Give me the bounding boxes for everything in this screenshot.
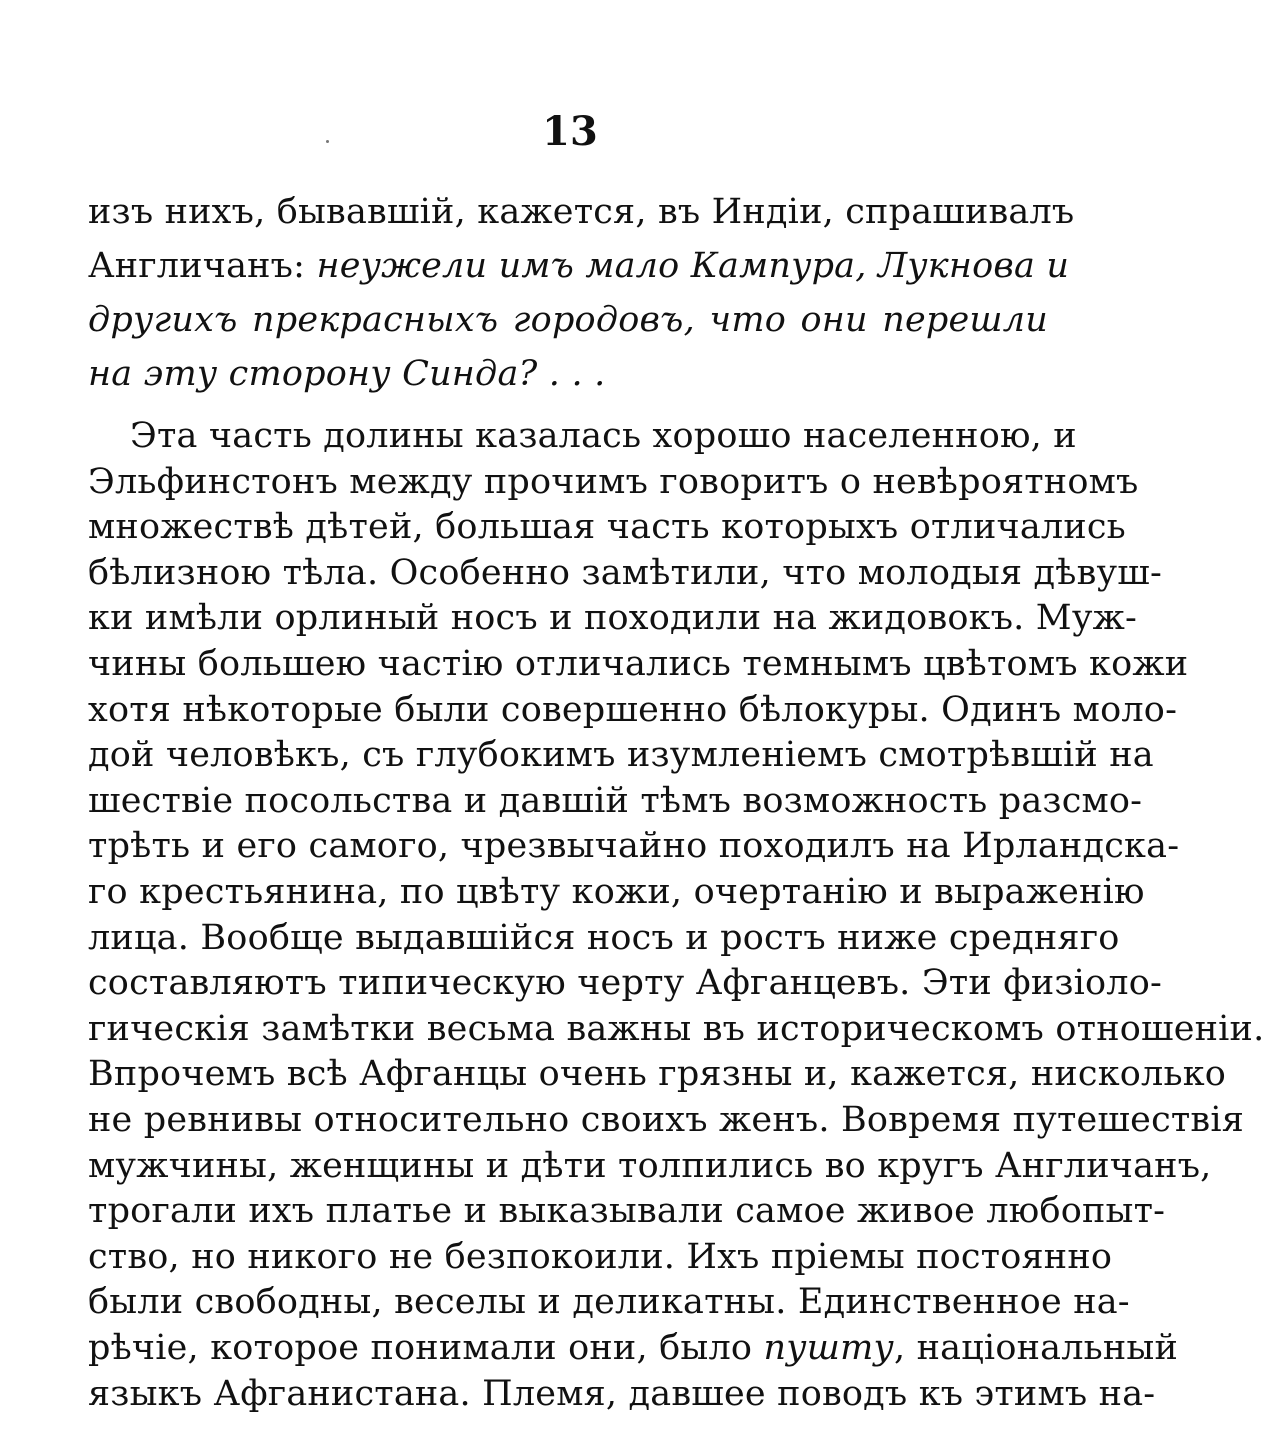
text-line bbox=[88, 961, 1163, 1005]
text-segment: рѣчіе, которое понимали они, было bbox=[88, 1328, 764, 1368]
text-line bbox=[88, 352, 1048, 396]
text-segment: Впрочемъ всѣ Афганцы очень грязны и, кажется, нисколько bbox=[88, 1054, 1227, 1095]
page-number: 13 bbox=[542, 108, 598, 155]
text-segment: множествѣ дѣтей, большая часть которыхъ отличались bbox=[88, 507, 1126, 548]
text-segment: чины большею частію отличались темнымъ цвѣтомъ кожи bbox=[88, 644, 1189, 684]
text-line bbox=[88, 1326, 1178, 1370]
text-segment: Англичанъ: bbox=[88, 246, 317, 286]
text-line bbox=[88, 1235, 1113, 1279]
text-line bbox=[88, 596, 1138, 640]
text-segment: , національный bbox=[893, 1328, 1178, 1368]
text-segment: ки имѣли орлиный носъ и походили на жидовокъ. Муж- bbox=[88, 598, 1138, 639]
text-line bbox=[88, 190, 1075, 234]
text-segment: неужели имъ мало Кампура, Лукнова и bbox=[316, 246, 1070, 286]
text-segment: трогали ихъ платье и выказывали самое живое любопыт- bbox=[88, 1191, 1166, 1232]
text-line bbox=[88, 1098, 1245, 1142]
text-line bbox=[88, 642, 1189, 686]
text-line bbox=[88, 824, 1180, 868]
scan-speck bbox=[326, 140, 329, 143]
text-segment: на эту сторону Синда? . . . bbox=[88, 354, 606, 394]
text-segment: дой человѣкъ, съ глубокимъ изумленіемъ смотрѣвшій на bbox=[88, 735, 1154, 776]
text-segment: лица. Вообще выдавшійся носъ и ростъ ниже средняго bbox=[88, 917, 1120, 958]
text-segment: другихъ прекрасныхъ городовъ, что они перешли bbox=[88, 300, 1048, 340]
text-line bbox=[88, 1052, 1227, 1096]
text-line bbox=[130, 414, 1077, 458]
text-line bbox=[88, 551, 1163, 595]
text-line bbox=[88, 244, 1070, 288]
text-segment: Эльфинстонъ между прочимъ говоритъ о невѣроятномъ bbox=[88, 461, 1139, 502]
text-line bbox=[88, 1144, 1212, 1188]
text-segment: были свободны, веселы и деликатны. Единственное на- bbox=[88, 1282, 1130, 1323]
text-line bbox=[88, 1372, 1156, 1416]
text-segment: гическія замѣтки весьма важны въ историческомъ отношеніи. bbox=[88, 1008, 1264, 1049]
text-segment: составляютъ типическую черту Афганцевъ. Эти физіоло- bbox=[88, 963, 1163, 1004]
text-line bbox=[88, 916, 1120, 960]
text-segment: шествіе посольства и давшій тѣмъ возможность разсмо- bbox=[88, 780, 1143, 821]
text-line bbox=[88, 1007, 1264, 1051]
text-segment: мужчины, женщины и дѣти толпились во кругъ Англичанъ, bbox=[88, 1145, 1212, 1186]
text-line bbox=[88, 460, 1139, 504]
text-segment: изъ нихъ, бывавшій, кажется, въ Индіи, спрашивалъ bbox=[88, 192, 1075, 232]
text-line bbox=[88, 779, 1143, 823]
text-segment: пушту bbox=[763, 1328, 894, 1368]
text-segment: ство, но никого не безпокоили. Ихъ пріемы постоянно bbox=[88, 1236, 1113, 1277]
text-segment: Эта часть долины казалась хорошо населенною, и bbox=[130, 416, 1077, 456]
text-line bbox=[88, 1280, 1130, 1324]
text-segment: языкъ Афганистана. Племя, давшее поводъ къ этимъ на- bbox=[88, 1373, 1156, 1414]
text-line bbox=[88, 688, 1178, 732]
text-line bbox=[88, 733, 1154, 777]
text-segment: бѣлизною тѣла. Особенно замѣтили, что молодыя дѣвуш- bbox=[88, 552, 1163, 593]
text-line bbox=[88, 505, 1126, 549]
text-segment: трѣть и его самого, чрезвычайно походилъ на Ирландска- bbox=[88, 826, 1180, 867]
text-segment: го крестьянина, по цвѣту кожи, очертанію и выраженію bbox=[88, 872, 1145, 912]
text-line bbox=[88, 1189, 1166, 1233]
text-segment: хотя нѣкоторые были совершенно бѣлокуры. Одинъ моло- bbox=[88, 689, 1178, 730]
text-line bbox=[88, 298, 1048, 342]
text-line bbox=[88, 870, 1145, 914]
text-segment: не ревнивы относительно своихъ женъ. Вовремя путешествія bbox=[88, 1100, 1245, 1140]
